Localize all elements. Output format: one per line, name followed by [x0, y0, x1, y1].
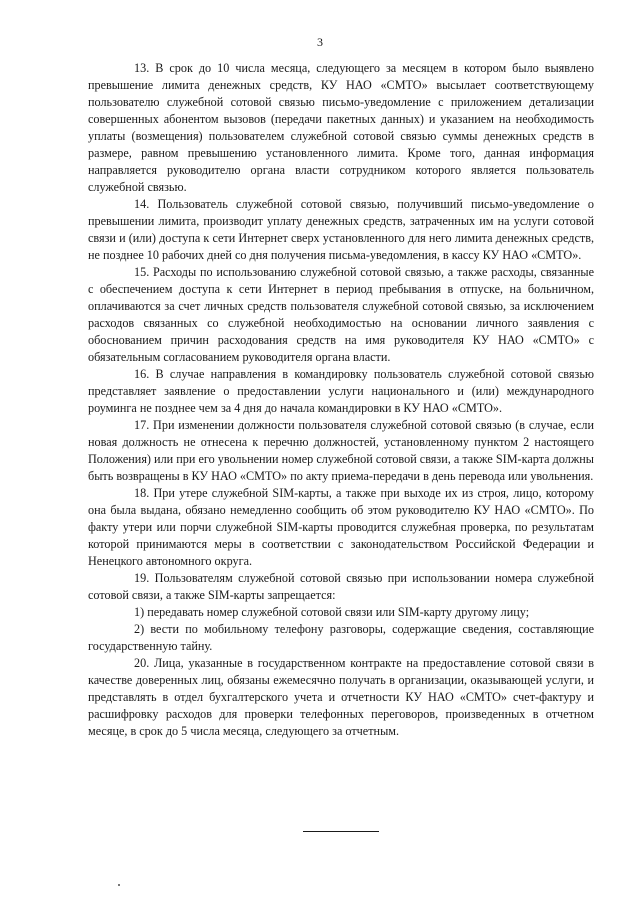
- document-body: [88, 60, 594, 740]
- paragraph-16: 16. В случае направления в командировку пользователь служебной сотовой связью представляет заявление о предоставлении услуги национального и (или) международного роуминга не позднее чем за 4 дня до начала командировки в КУ НАО «СМТО».: [88, 367, 594, 415]
- page-number: 3: [317, 35, 323, 49]
- paragraph-18: 18. При утере служебной SIM-карты, а также при выходе их из строя, лицо, которому она была выдана, обязано немедленно сообщить об этом руководителю КУ НАО «СМТО». По факту утери или порчи служебной SIM-карты проводится служебная проверка, по результатам которой принимаются меры в соответствии с законодательством Российской Федерации и Ненецкого автономного округа.: [88, 486, 594, 568]
- paragraph-15: 15. Расходы по использованию служебной сотовой связью, а также расходы, связанные с обеспечением доступа к сети Интернет в период пребывания в отпуске, на больничном, оплачиваются за счет личных средств пользователя служебной сотовой связью, за исключением расходов связанных со служебной необходимостью на основании личного заявления с обоснованием причин расходования средств на имя руководителя КУ НАО «СМТО» с обязательным согласованием руководителя органа власти.: [88, 265, 594, 364]
- paragraph-19: 19. Пользователям служебной сотовой связью при использовании номера служебной сотовой связи, а также SIM-карты запрещается:: [88, 571, 594, 602]
- paragraph-14: 14. Пользователь служебной сотовой связью, получивший письмо-уведомление о превышении лимита, производит уплату денежных средств, затраченных им на услуги сотовой связи и (или) доступа к сети Интернет сверх установленного для него лимита денежных средств, не позднее 10 рабочих дней со дня получения письма-уведомления, в кассу КУ НАО «СМТО».: [88, 197, 594, 262]
- end-separator-line: [303, 831, 379, 832]
- scan-dot: [118, 884, 120, 886]
- paragraph-19-item-1: 1) передавать номер служебной сотовой связи или SIM-карту другому лицу;: [134, 605, 530, 619]
- paragraph-19-item-2: 2) вести по мобильному телефону разговоры, содержащие сведения, составляющие государственную тайну.: [88, 622, 594, 653]
- paragraph-17: 17. При изменении должности пользователя служебной сотовой связью (в случае, если новая должность не отнесена к перечню должностей, установленному пунктом 2 настоящего Положения) или при его увольнении номер служебной сотовой связи, а также SIM-карта должны быть возвращены в КУ НАО «СМТО» по акту приема-передачи в день перевода или увольнения.: [88, 418, 594, 483]
- paragraph-20: 20. Лица, указанные в государственном контракте на предоставление сотовой связи в качестве доверенных лиц, обязаны ежемесячно получать в организации, оказывающей услуги, и представлять в отдел бухгалтерского учета и отчетности КУ НАО «СМТО» счет-фактуру и расшифровку расходов для проверки телефонных переговоров, произведенных в отчетном месяце, в срок до 5 числа месяца, следующего за отчетным.: [88, 656, 594, 738]
- paragraph-13: 13. В срок до 10 числа месяца, следующего за месяцем в котором было выявлено превышение лимита денежных средств, КУ НАО «СМТО» высылает соответствующему пользователю служебной сотовой связью письмо-уведомление с приложением детализации совершенных абонентом вызовов (передачи пакетных данных) и указанием на необходимость уплаты (возмещения) пользователем служебной сотовой связью суммы денежных средств в размере, равном превышению установленного лимита. Кроме того, данная информация направляется руководителю органа власти сотрудником которого является пользователь служебной связью.: [88, 61, 594, 194]
